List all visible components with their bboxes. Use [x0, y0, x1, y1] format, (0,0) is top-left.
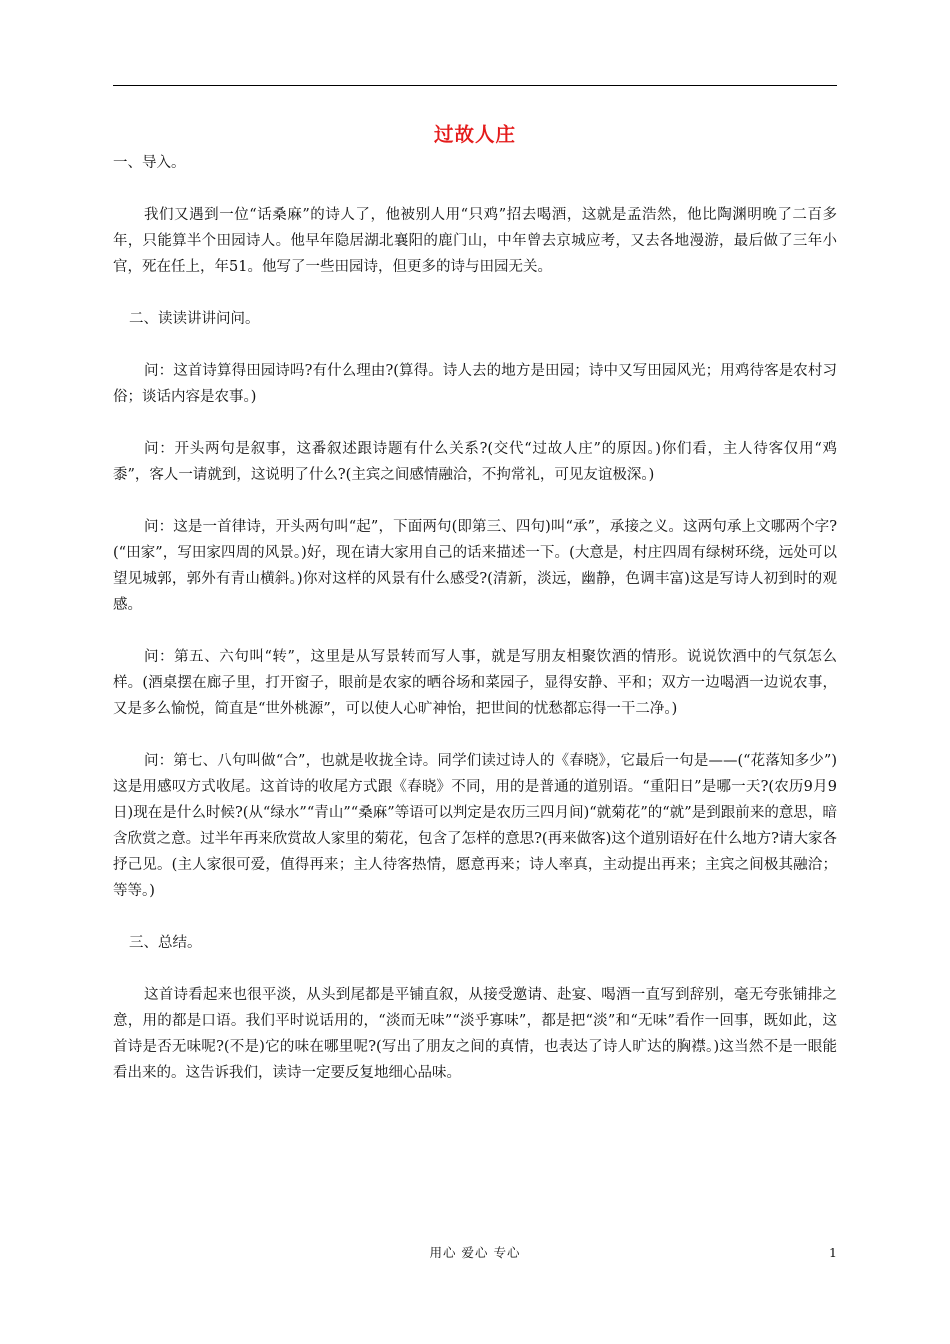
document-body [113, 120, 837, 1086]
section-heading-intro: 一、导入。 [113, 155, 186, 171]
paragraph-intro: 我们又遇到一位“话桑麻”的诗人了，他被别人用“只鸡”招去喝酒，这就是孟浩然，他比陶渊明晚了二百多年，只能算半个田园诗人。他早年隐居湖北襄阳的鹿门山，中年曾去京城应考，又去各地漫游，最后做了三年小官，死在任上，年51。他写了一些田园诗，但更多的诗与田园无关。 [113, 207, 837, 275]
paragraph-summary: 这首诗看起来也很平淡，从头到尾都是平铺直叙，从接受邀请、赴宴、喝酒一直写到辞别，毫无夸张铺排之意，用的都是口语。我们平时说话用的，“淡而无味”“淡乎寡味”，都是把“淡”和“无味”看作一回事，既如此，这首诗是否无味呢?(不是)它的味在哪里呢?(写出了朋友之间的真情，也表达了诗人旷达的胸襟。)这当然不是一眼能看出来的。这告诉我们，读诗一定要反复地细心品味。 [113, 987, 837, 1081]
page-title: 过故人庄 [433, 123, 516, 146]
footer-motto: 用心 爱心 专心 [429, 1245, 521, 1260]
header-rule [113, 85, 837, 86]
section-heading-read: 二、读读讲讲问问。 [129, 311, 260, 327]
section-heading-summary: 三、总结。 [129, 935, 202, 951]
paragraph-question-2: 问：开头两句是叙事，这番叙述跟诗题有什么关系?(交代“过故人庄”的原因。)你们看，主人待客仅用“鸡黍”，客人一请就到，这说明了什么?(主宾之间感情融洽，不拘常礼，可见友谊极深。) [113, 441, 837, 483]
paragraph-question-4: 问：第五、六句叫“转”，这里是从写景转而写人事，就是写朋友相聚饮酒的情形。说说饮酒中的气氛怎么样。(酒桌摆在廊子里，打开窗子，眼前是农家的晒谷场和菜园子，显得安静、平和；双方一边喝酒一边说农事，又是多么愉悦，简直是“世外桃源”，可以使人心旷神怡，把世间的忧愁都忘得一干二净。) [113, 649, 837, 717]
paragraph-question-1: 问：这首诗算得田园诗吗?有什么理由?(算得。诗人去的地方是田园；诗中又写田园风光；用鸡待客是农村习俗；谈话内容是农事。) [113, 363, 837, 405]
paragraph-question-5: 问：第七、八句叫做“合”，也就是收拢全诗。同学们读过诗人的《春晓》，它最后一句是——(“花落知多少”)这是用感叹方式收尾。这首诗的收尾方式跟《春晓》不同，用的是普通的道别语。“重阳日”是哪一天?(农历9月9日)现在是什么时候?(从“绿水”“青山”“桑麻”等语可以判定是农历三四月间)“就菊花”的“就”是到跟前来的意思，暗含欣赏之意。过半年再来欣赏故人家里的菊花，包含了怎样的意思?(再来做客)这个道别语好在什么地方?请大家各抒己见。(主人家很可爱，值得再来；主人待客热情，愿意再来；诗人率真，主动提出再来；主宾之间极其融洽；等等。) [113, 753, 837, 899]
paragraph-question-3: 问：这是一首律诗，开头两句叫“起”，下面两句(即第三、四句)叫“承”，承接之义。这两句承上文哪两个字?(“田家”，写田家四周的风景。)好，现在请大家用自己的话来描述一下。(大意是，村庄四周有绿树环绕，远处可以望见城郭，郭外有青山横斜。)你对这样的风景有什么感受?(清新，淡远，幽静，色调丰富)这是写诗人初到时的观感。 [113, 519, 837, 613]
page-number: 1 [829, 1245, 837, 1260]
